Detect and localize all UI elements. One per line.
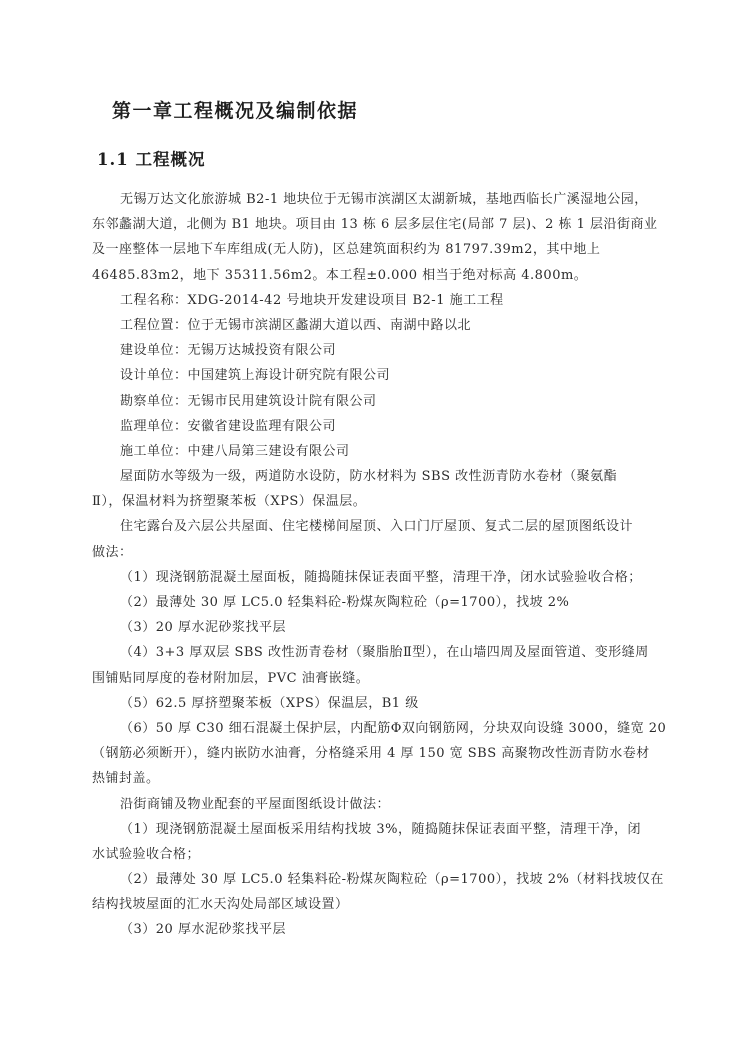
chapter-heading: 第一章工程概况及编制依据 [112,100,359,122]
text-line: 勘察单位：无锡市民用建筑设计院有限公司 [120,393,377,409]
text-line: 46485.83m2，地下 35311.56m2。本工程±0.000 相当于绝对标高 4.800m。 [92,267,588,283]
text-line: 屋面防水等级为一级，两道防水设防，防水材料为 SBS 改性沥青防水卷材（聚氨酯 [120,469,618,485]
text-line: （2）最薄处 30 厚 LC5.0 轻集料砼-粉煤灰陶粒砼（ρ=1700），找坡 2%（材料找坡仅在 [120,872,664,888]
text-line: 水试验验收合格； [92,846,201,862]
text-line: （1）现浇钢筋混凝土屋面板，随捣随抹保证表面平整，清理干净，闭水试验验收合格； [120,569,642,585]
text-line: 东邻蠡湖大道，北侧为 B1 地块。项目由 13 栋 6 层多层住宅(局部 7 层)、2 栋 1 层沿街商业 [92,217,658,233]
text-line: （2）最薄处 30 厚 LC5.0 轻集料砼-粉煤灰陶粒砼（ρ=1700），找坡 2% [120,595,570,610]
text-line: 工程位置：位于无锡市滨湖区蠡湖大道以西、南湖中路以北 [120,317,472,333]
section-heading: 1.1 工程概况 [97,150,206,169]
text-line: （3）20 厚水泥砂浆找平层 [120,620,286,636]
text-line: 建设单位：无锡万达城投资有限公司 [120,343,337,359]
text-line: 热铺封盖。 [92,771,160,787]
text-line: 围铺贴同厚度的卷材附加层，PVC 油膏嵌缝。 [92,670,370,686]
text-line: 及一座整体一层地下车库组成(无人防)，区总建筑面积约为 81797.39m2，其中地上 [92,242,601,258]
text-line: （钢筋必须断开），缝内嵌防水油膏，分格缝采用 4 厚 150 宽 SBS 高聚物改性沥青防水卷材 [92,746,650,762]
text-line: 做法： [92,544,133,560]
text-line: （3）20 厚水泥砂浆找平层 [120,922,286,938]
text-line: 结构找坡屋面的汇水天沟处局部区域设置） [92,897,349,913]
text-line: 施工单位：中建八局第三建设有限公司 [120,443,350,459]
text-line: Ⅱ），保温材料为挤塑聚苯板（XPS）保温层。 [92,494,367,510]
text-line: 监理单位：安徽省建设监理有限公司 [120,418,337,434]
document-body [92,187,667,943]
text-line: （4）3+3 厚双层 SBS 改性沥青卷材（聚脂胎Ⅱ型），在山墙四周及屋面管道、变形缝周 [120,645,649,661]
text-line: 设计单位：中国建筑上海设计研究院有限公司 [120,368,391,384]
text-line: 沿街商铺及物业配套的平屋面图纸设计做法： [120,796,391,812]
text-line: 无锡万达文化旅游城 B2-1 地块位于无锡市滨湖区太湖新城，基地西临长广溪湿地公园， [120,192,648,207]
text-line: 工程名称：XDG-2014-42 号地块开发建设项目 B2-1 施工工程 [120,292,504,308]
text-line: （1）现浇钢筋混凝土屋面板采用结构找坡 3%，随捣随抹保证表面平整，清理干净，闭 [120,821,642,837]
text-line: （6）50 厚 C30 细石混凝土保护层，内配筋Φ双向钢筋网，分块双向设缝 3000，缝宽 20 [120,720,667,736]
text-line: 住宅露台及六层公共屋面、住宅楼梯间屋顶、入口门厅屋顶、复式二层的屋顶图纸设计 [120,519,634,535]
text-line: （5）62.5 厚挤塑聚苯板（XPS）保温层，B1 级 [120,695,419,711]
